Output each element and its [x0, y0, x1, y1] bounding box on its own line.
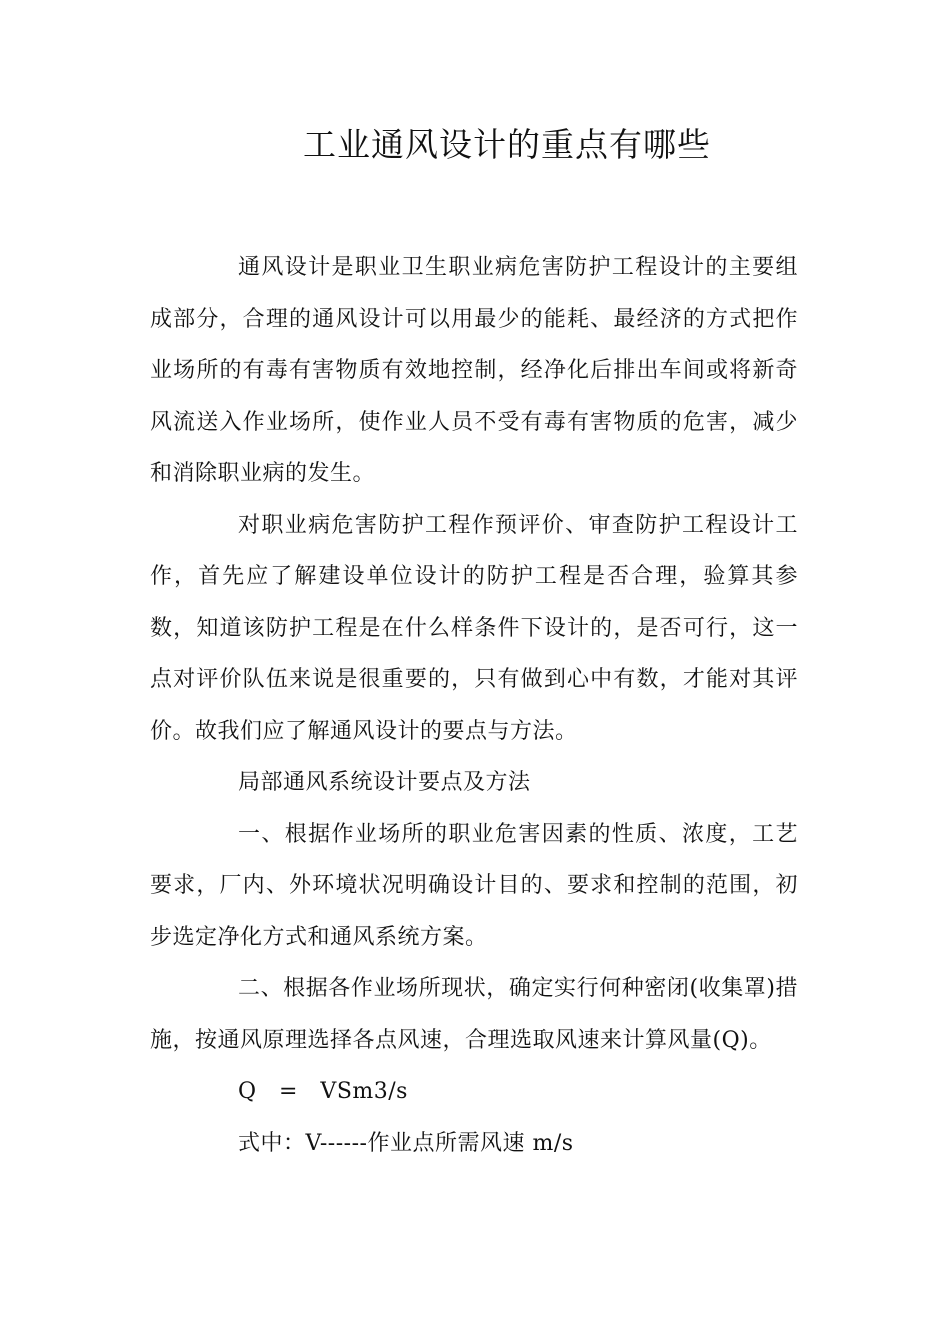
formula-definition: 式中：V------作业点所需风速 m/s: [238, 1130, 574, 1156]
formula-line: Q = VSm3/s: [238, 1079, 408, 1104]
paragraph-intro: 通风设计是职业卫生职业病危害防护工程设计的主要组成部分，合理的通风设计可以用最少的能耗、最经济的方式把作业场所的有毒有害物质有效地控制，经净化后排出车间或将新奇风流送入作业场所，使作业人员不受有毒有害物质的危害，减少和消除职业病的发生。: [150, 255, 798, 486]
document-title: 工业通风设计的重点有哪些: [303, 125, 711, 164]
section-heading: 局部通风系统设计要点及方法: [238, 770, 531, 795]
paragraph-step-two: 二、根据各作业场所现状，确定实行何种密闭(收集罩)措施，按通风原理选择各点风速，合理选取风速来计算风量(Q)。: [150, 976, 798, 1053]
document-body: [150, 242, 798, 1169]
paragraph-evaluation: 对职业病危害防护工程作预评价、审查防护工程设计工作，首先应了解建设单位设计的防护工程是否合理，验算其参数，知道该防护工程是在什么样条件下设计的，是否可行，这一点对评价队伍来说是很重要的，只有做到心中有数，才能对其评价。故我们应了解通风设计的要点与方法。: [150, 512, 798, 744]
paragraph-step-one: 一、根据作业场所的职业危害因素的性质、浓度，工艺要求，厂内、外环境状况明确设计目的、要求和控制的范围，初步选定净化方式和通风系统方案。: [150, 821, 798, 950]
